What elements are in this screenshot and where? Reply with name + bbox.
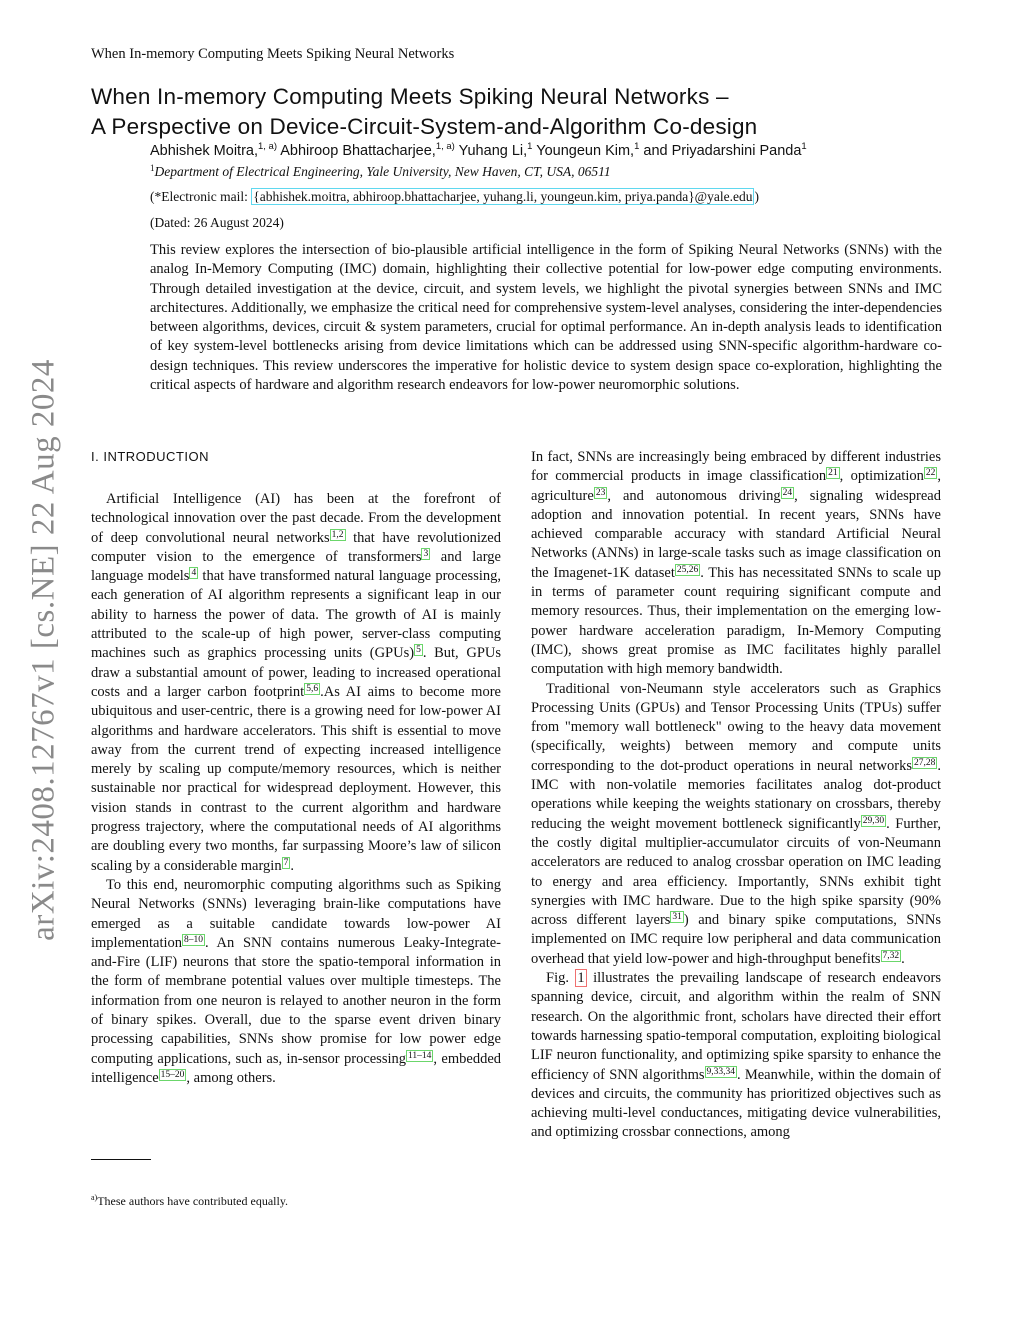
citation-link[interactable]: 3 [423,548,429,559]
section-heading-introduction: I. INTRODUCTION [91,449,209,464]
paragraph-text: . An SNN contains numerous Leaky-Integrate-and-Fire (LIF) neurons that store the spatio-temporal information in the form of membrane potential values over multiple timesteps. The information from one neuron is relayed to another neuron in the form of binary spikes. Overall, due to the sparse event driven binary processing capabilities, SNNs show promise for low power edge computing applications, such as, in-sensor processing [91,934,501,1067]
citation-link[interactable]: 21 [828,468,838,479]
author-affil-mark: 1 [801,141,807,152]
paragraph-text: , optimization [839,468,924,485]
footnote [91,1193,288,1209]
author-name: Abhiroop Bhattacharjee, [280,143,436,159]
figure-ref-link[interactable]: 1 [577,970,585,987]
paragraph-text: , signaling widespread adoption and innovation potential. In recent years, SNNs have achieved comparable accuracy with standard Artificial Neural Networks (ANNs) in large-scale tasks such as image classification on the Imagenet-1K dataset [531,487,941,581]
paragraph [531,680,941,969]
left-column [91,490,501,1088]
paragraph-text: . Meanwhile, within the domain of devices and circuits, the community has prioritized objectives such as achieving multi-level conductances, mitigating device vulnerabilities, and optimizing crossbar connections, among [531,1066,941,1141]
running-head: When In-memory Computing Meets Spiking Neural Networks [91,46,455,62]
paragraph-text: . Further, the costly digital multiplier-accumulator circuits of von-Neumann accelerators are reduced to analog crossbar operation on IMC leading to energy and area efficiency. Importantly, SNNs exhibit tight synergies with IMC hardware. Due to the high spike sparsity (90% across different layers [531,815,941,929]
footnote-rule [91,1159,151,1160]
paragraph-text: that have transformed natural language processing, each generation of AI algorithm represents a significant leap in our ability to harness the power of data. The growth of AI is mainly attributed to the scale-up of high power, server-class computing machines such as graphics processing units (GPUs) [91,568,501,662]
author-name: Yuhang Li, [458,143,528,159]
email-suffix: ) [754,189,759,204]
paragraph-text: . This has necessitated SNNs to scale up in terms of parameter count requiring significant compute and memory resources. Thus, their implementation on the emerging low-power hardware acceleration paradigm, In-Memory Computing (IMC), shows great promise as IMC facilitates highly parallel computation with high memory bandwidth. [531,564,941,678]
citation-link[interactable]: 5,6 [306,683,319,694]
paper-title [91,82,951,142]
citation-link[interactable]: 1,2 [331,529,344,540]
citation-link[interactable]: 7,32 [882,950,900,961]
paragraph-text: Artificial Intelligence (AI) has been at the forefront of technological innovation over the past decade. From the development of deep convolutional neural networks [91,491,501,546]
citation-link[interactable]: 29,30 [862,815,885,826]
citation-link[interactable]: 4 [191,568,197,579]
paragraph-text: In fact, SNNs are increasingly being embraced by different industries for commercial products in image classification [531,449,941,485]
abstract: This review explores the intersection of bio-plausible artificial intelligence in the form of Spiking Neural Networks (SNNs) with the analog In-Memory Computing (IMC) domain, highlighting their collective potential for low-power edge computing environments. Through detailed investigation at the device, circuit, and system levels, we highlight the pivotal synergies between SNNs and IMC architectures. Additionally, we emphasize the critical need for comprehensive system-level analyses, considering the inter-dependencies between algorithms, devices, circuit & system parameters, crucial for optimal performance. An in-depth analysis leads to identification of key system-level bottlenecks arising from device limitations which can be addressed using SNN-specific algorithm-hardware co-design techniques. This review underscores the imperative for holistic device to system design space co-exploration, highlighting the critical aspects of hardware and algorithm research endeavors for low-power neuromorphic solutions. [150,242,942,394]
affiliation [150,163,611,180]
citation-link[interactable]: 15–20 [160,1069,185,1080]
paragraph-text: Fig. [546,970,576,987]
affiliation-text: Department of Electrical Engineering, Yale University, New Haven, CT, USA, 06511 [154,164,611,179]
citation-link[interactable]: 31 [672,912,682,923]
paragraph-text: Traditional von-Neumann style accelerators such as Graphics Processing Units (GPUs) and Tensor Processing Units (TPUs) suffer from "memory wall bottleneck" owing to the heavy data movement (specifically, weights) between memory and compute units corresponding to the dot-product operations in neural networks [531,680,941,774]
author-affil-mark[interactable]: 1, a) [258,141,278,152]
author-name: Abhishek Moitra, [150,143,258,159]
paragraph-text: .As AI aims to become more ubiquitous and user-centric, there is a growing need for low-power AI algorithms and hardware accelerators. This shift is essential to move away from the current trend of expecting increased intelligence merely by scaling up compute/memory resources, which is neither sustainable nor practical for widespread deployment. However, this vision stands in contrast to the current algorithm and hardware progress trajectory, where the computational needs of AI algorithms are doubling every two months, far surpassing Moore’s law of silicon scaling by a considerable margin [91,683,501,874]
arxiv-stamp-text: arXiv:2408.12767v1 [cs.NE] 22 Aug 2024 [25,359,62,941]
paragraph-text: that have revolutionized computer vision to the emergence of transformers [91,529,501,565]
title-line-2: A Perspective on Device-Circuit-System-and-Algorithm Co-design [91,114,758,139]
citation-link[interactable]: 5 [416,645,421,656]
paragraph [531,448,941,680]
citation-link[interactable]: 11–14 [408,1050,432,1061]
paragraph-text: , among others. [186,1069,276,1086]
paragraph-text: . But, GPUs draw a substantial amount of power, leading to increased operational costs and a larger carbon footprint [91,645,501,700]
right-column [531,448,941,1143]
paragraph [531,969,941,1143]
author-name: and Priyadarshini Panda [643,143,802,159]
affiliation-mark: 1 [150,163,155,173]
paragraph-text: ) and binary spike computations, SNNs implemented on IMC require low peripheral and data communication overhead that yield low-power and high-throughput benefits [531,912,941,967]
paragraph-text: To this end, neuromorphic computing algorithms such as Spiking Neural Networks (SNNs) leveraging brain-like computations have emerged as a suitable candidate towards low-power AI implementation [91,876,501,951]
citation-link[interactable]: 22 [925,468,936,479]
citation-link[interactable]: 23 [595,487,606,498]
author-affil-mark[interactable]: 1, a) [435,141,455,152]
author-affil-mark: 1 [634,141,640,152]
email-prefix: (*Electronic mail: [150,189,252,204]
paragraph-text: and large language models [91,548,501,585]
paragraph-text: . [901,950,905,967]
footnote-text: These authors have contributed equally. [97,1194,289,1208]
citation-link[interactable]: 24 [782,487,793,498]
title-line-1: When In-memory Computing Meets Spiking Neural Networks – [91,84,729,109]
author-list [150,141,807,159]
paragraph [91,876,501,1088]
paragraph [91,490,501,876]
email-line [150,189,759,205]
paragraph-text: , agriculture [531,468,941,504]
citation-link[interactable]: 25,26 [676,564,699,575]
footnote-mark: a) [91,1193,98,1202]
author-affil-mark: 1 [527,141,533,152]
citation-link[interactable]: 27,28 [914,757,936,768]
paragraph-text: . IMC with non-volatile memories facilitates analog dot-product operations while keeping the weights stationary on crossbars, thereby reducing the weight movement bottleneck significantly [531,757,941,832]
author-name: Youngeun Kim, [536,143,635,159]
email-link[interactable]: {abhishek.moitra, abhiroop.bhattacharjee, yuhang.li, youngeun.kim, priya.panda}@yale.edu [253,189,753,204]
citation-link[interactable]: 7 [283,857,289,868]
date-line: (Dated: 26 August 2024) [150,215,284,230]
paragraph-text: . [290,857,294,874]
paragraph-text: , embedded intelligence [91,1050,501,1086]
paragraph-text: , and autonomous driving [607,487,781,504]
citation-link[interactable]: 8–10 [184,934,204,945]
citation-link[interactable]: 9,33,34 [706,1066,735,1077]
paragraph-text: illustrates the prevailing landscape of research endeavors spanning device, circuit, and algorithm within the realm of SNN research. On the algorithmic front, scholars have directed their effort towards harnessing spatio-temporal computation, exploiting biological LIF neuron functionality, and optimizing spike sparsity to enhance the efficiency of SNN algorithms [531,970,941,1083]
